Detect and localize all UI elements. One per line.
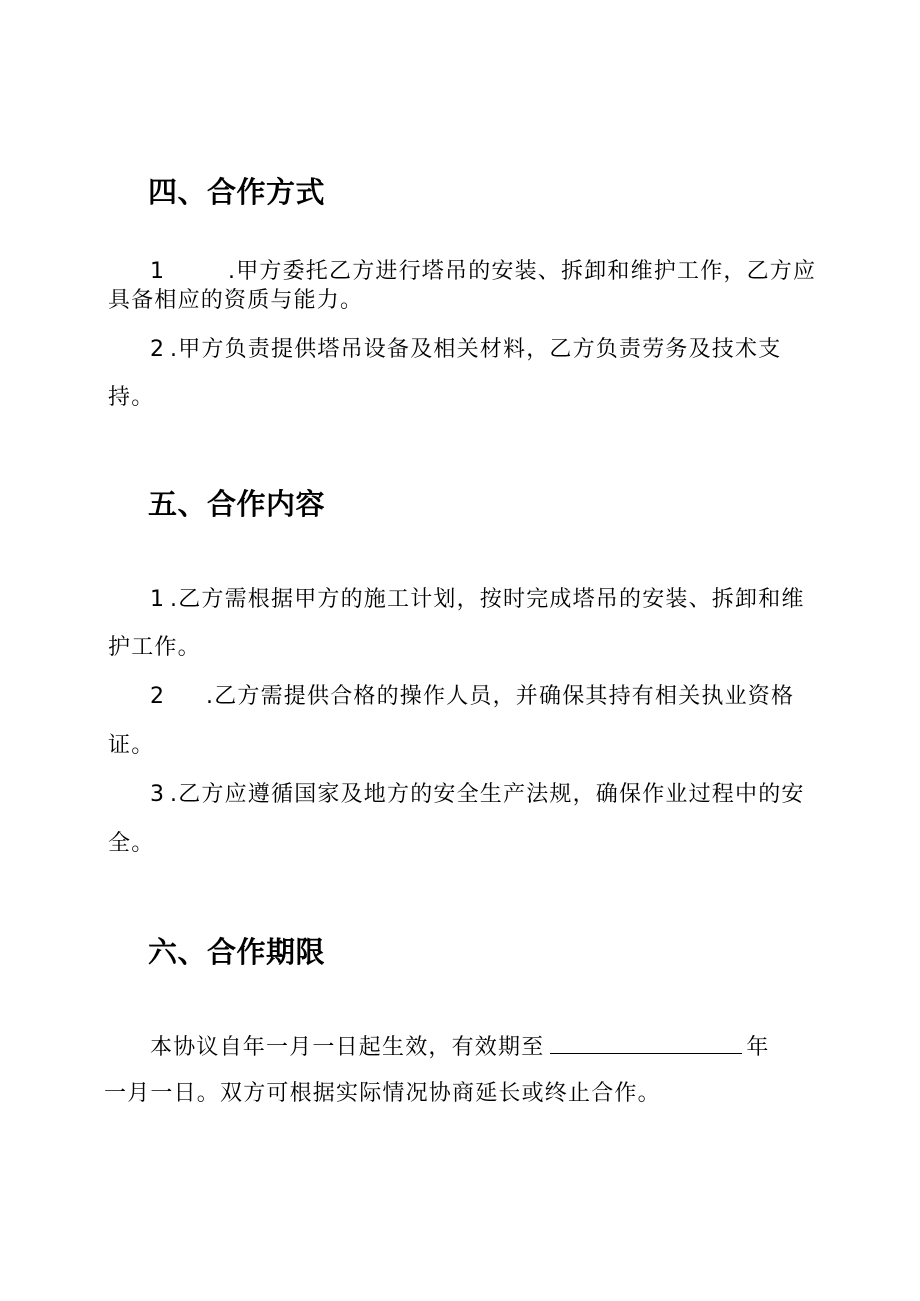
s6-paragraph-text-after: 年 <box>746 1035 770 1060</box>
s6-paragraph-text-before: 本协议自年一月一日起生效，有效期至 <box>150 1035 545 1060</box>
s5-item-3-number: 3 <box>150 782 166 807</box>
section-heading-4: 四、合作方式 <box>148 175 326 209</box>
s5-item-1-text1: .乙方需根据甲方的施工计划，按时完成塔吊的安装、拆卸和维 <box>170 587 805 612</box>
s5-item-2-line2: 证。 <box>108 733 155 758</box>
date-blank-line <box>550 1031 742 1054</box>
section-heading-6: 六、合作期限 <box>148 935 326 969</box>
s6-paragraph-line2: 一月一日。双方可根据实际情况协商延长或终止合作。 <box>104 1081 661 1106</box>
s4-item-1-line1 <box>150 257 816 287</box>
s4-item-2-line1 <box>150 335 781 365</box>
s5-item-3-text1: .乙方应遵循国家及地方的安全生产法规，确保作业过程中的安 <box>170 782 805 807</box>
s5-item-1-line2: 护工作。 <box>108 635 201 660</box>
section-heading-5: 五、合作内容 <box>148 487 326 521</box>
s5-item-1-line1 <box>150 585 805 615</box>
s5-item-3-line1 <box>150 780 805 810</box>
s6-paragraph-line1 <box>150 1031 770 1063</box>
s4-item-2-line2: 持。 <box>108 385 155 410</box>
s5-item-2-text1: .乙方需提供合格的操作人员，并确保其持有相关执业资格 <box>206 684 795 709</box>
s4-item-2-number: 2 <box>150 337 166 362</box>
s4-item-1-text1: .甲方委托乙方进行塔吊的安装、拆卸和维护工作，乙方应 <box>228 259 817 284</box>
s4-item-2-text1: .甲方负责提供塔吊设备及相关材料，乙方负责劳务及技术支 <box>170 337 782 362</box>
s4-item-1-number: 1 <box>150 259 166 284</box>
s5-item-3-line2: 全。 <box>108 831 155 856</box>
s5-item-1-number: 1 <box>150 587 166 612</box>
s5-item-2-line1 <box>150 682 794 712</box>
s5-item-2-number: 2 <box>150 684 166 709</box>
s4-item-1-line2: 具备相应的资质与能力。 <box>108 288 364 313</box>
